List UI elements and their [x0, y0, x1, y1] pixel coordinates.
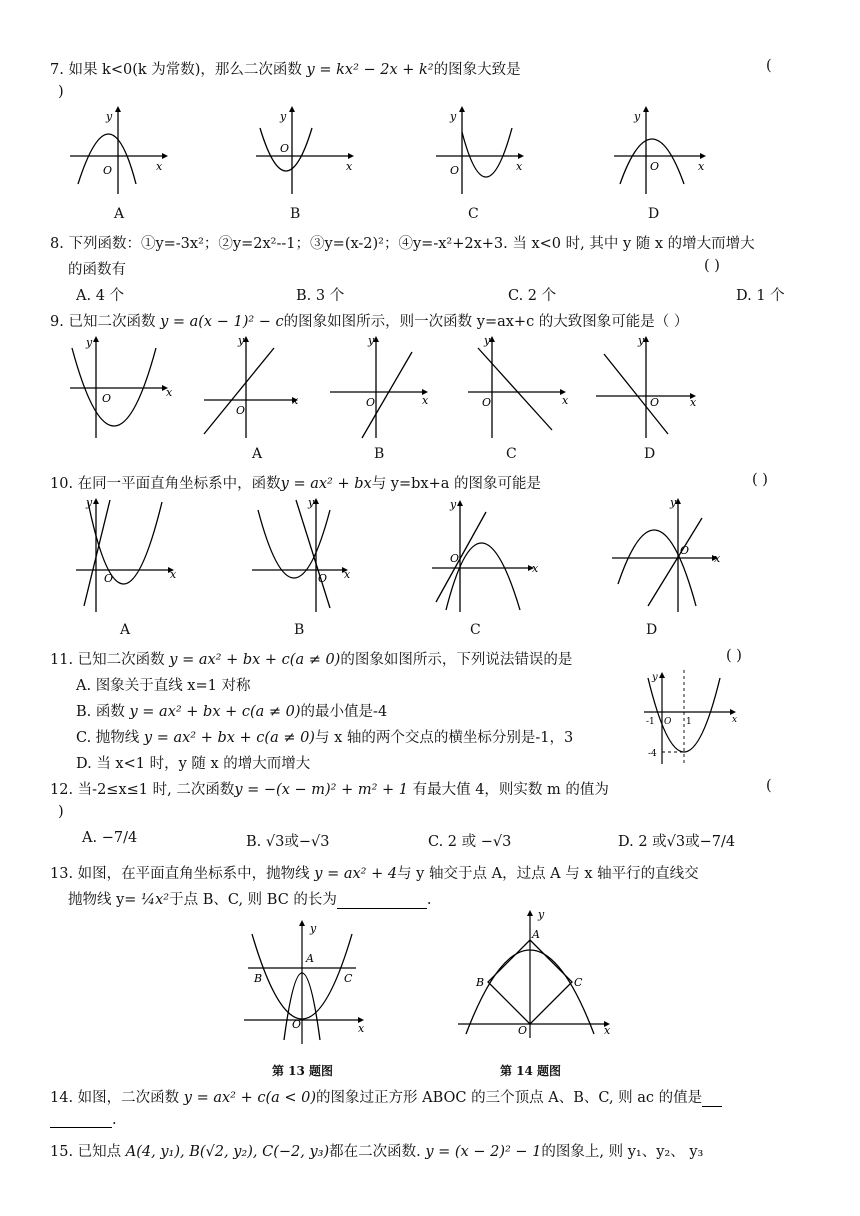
- q10-graph-a: [76, 496, 186, 616]
- q13-figure: [244, 916, 374, 1046]
- svg-text:y: y: [670, 496, 677, 509]
- svg-text:y: y: [368, 334, 375, 347]
- q10-stem: 10. 在同一平面直角坐标系中，函数y = ax² + bx与 y=bx+a 的图象可能是: [50, 476, 542, 492]
- svg-text:1: 1: [686, 717, 692, 727]
- q14-stem: 14. 如图，二次函数 y = ax² + c(a < 0)的图象过正方形 ABOC 的三个顶点 A、B、C, 则 ac 的值是: [50, 1086, 722, 1107]
- svg-text:x: x: [292, 394, 299, 407]
- q9-option-a: A: [252, 446, 263, 462]
- svg-text:B: B: [476, 976, 485, 989]
- q9-expression: y = a(x − 1)² − c: [160, 314, 284, 330]
- svg-text:x: x: [604, 1024, 611, 1037]
- svg-text:O: O: [318, 572, 328, 585]
- q12-option-a: A. −7/4: [82, 830, 138, 846]
- svg-text:y: y: [484, 334, 491, 347]
- q8-option-c: C. 2 个: [508, 288, 557, 304]
- svg-text:O: O: [680, 544, 690, 557]
- svg-text:y: y: [310, 922, 317, 935]
- q12-option-c: C. 2 或 −√3: [428, 834, 512, 850]
- q8-option-b: B. 3 个: [296, 288, 345, 304]
- q14-figure-caption: 第 14 题图: [500, 1064, 562, 1078]
- q12-stem: 12. 当-2≤x≤1 时, 二次函数y = −(x − m)² + m² + 1 有最大值 4，则实数 m 的值为: [50, 782, 609, 798]
- q10-option-c: C: [470, 622, 481, 638]
- svg-text:x: x: [344, 568, 351, 581]
- q9-stem: 9. 已知二次函数 y = a(x − 1)² − c的图象如图所示，则一次函数 y=ax+c 的大致图象可能是（ ）: [50, 314, 689, 330]
- svg-text:x: x: [170, 568, 177, 581]
- svg-text:x: x: [422, 394, 429, 407]
- svg-text:x: x: [156, 160, 163, 173]
- svg-text:x: x: [562, 394, 569, 407]
- svg-text:y: y: [634, 110, 641, 123]
- q7-graph-c: [436, 104, 536, 194]
- svg-text:y: y: [106, 110, 113, 123]
- svg-text:O: O: [518, 1024, 528, 1037]
- svg-text:C: C: [574, 976, 583, 989]
- svg-text:O: O: [103, 164, 113, 177]
- svg-text:O: O: [280, 142, 290, 155]
- q7-option-a: A: [114, 206, 125, 222]
- svg-text:y: y: [280, 110, 287, 123]
- svg-text:x: x: [516, 160, 523, 173]
- svg-text:O: O: [292, 1018, 302, 1031]
- q15-expression: y = (x − 2)² − 1: [425, 1144, 542, 1160]
- q10-answer-paren: ( ): [752, 472, 768, 488]
- q14-figure: [458, 906, 618, 1046]
- svg-text:x: x: [714, 552, 721, 565]
- svg-text:x: x: [732, 715, 738, 725]
- svg-text:x: x: [698, 160, 705, 173]
- svg-text:O: O: [236, 404, 246, 417]
- q10-graph-d: [612, 496, 722, 616]
- svg-text:O: O: [482, 396, 492, 409]
- q9-graph-b: [330, 334, 440, 444]
- q14-expression: y = ax² + c(a < 0): [183, 1090, 317, 1106]
- q14-stem-line2: .: [50, 1112, 117, 1128]
- svg-text:A: A: [532, 928, 540, 941]
- q9-graph-c: [468, 334, 578, 444]
- q9-graph-a: [204, 334, 314, 444]
- q7-expression: y = kx² − 2x + k²: [306, 62, 434, 78]
- svg-text:y: y: [238, 334, 245, 347]
- q7-graph-d: [614, 104, 714, 194]
- q7-graph-a: [70, 104, 170, 194]
- q10-option-a: A: [120, 622, 131, 638]
- svg-text:y: y: [450, 110, 457, 123]
- q7-graph-b: [256, 104, 356, 194]
- q7-option-c: C: [468, 206, 479, 222]
- svg-text:C: C: [344, 972, 353, 985]
- q9-option-c: C: [506, 446, 517, 462]
- q11-option-d: D. 当 x<1 时，y 随 x 的增大而增大: [76, 756, 311, 772]
- q11-answer-paren: ( ): [726, 648, 742, 664]
- q12-answer-paren-close: ): [58, 804, 64, 820]
- svg-text:x: x: [166, 386, 173, 399]
- q8-answer-paren: ( ): [704, 258, 720, 274]
- svg-text:y: y: [652, 672, 658, 683]
- svg-text:x: x: [690, 396, 697, 409]
- q8-option-a: A. 4 个: [76, 288, 125, 304]
- svg-text:y: y: [638, 334, 645, 347]
- q9-option-d: D: [644, 446, 656, 462]
- q10-graph-c: [432, 496, 542, 616]
- q7-answer-paren: (: [766, 58, 772, 74]
- svg-text:O: O: [664, 717, 672, 727]
- q13-stem: 13. 如图，在平面直角坐标系中，抛物线 y = ax² + 4与 y 轴交于点 A，过点 A 与 x 轴平行的直线交: [50, 866, 699, 882]
- q9-graph-d: [596, 334, 706, 444]
- svg-text:x: x: [358, 1022, 365, 1035]
- svg-text:x: x: [532, 562, 539, 575]
- q10-expression: y = ax² + bx: [280, 476, 372, 492]
- q14-answer-blank[interactable]: [50, 1127, 112, 1128]
- q13-figure-caption: 第 13 题图: [272, 1064, 334, 1078]
- q15-stem: 15. 已知点 A(4, y₁), B(√2, y₂), C(−2, y₃)都在二次函数. y = (x − 2)² − 1的图象上, 则 y₁、y₂、 y₃: [50, 1144, 704, 1160]
- svg-text:O: O: [104, 572, 114, 585]
- q7-stem: 7. 如果 k<0(k 为常数)，那么二次函数 y = kx² − 2x + k²的图象大致是: [50, 62, 521, 78]
- q13-stem-line2: 抛物线 y= ¼x²于点 B、C, 则 BC 的长为 .: [68, 892, 432, 908]
- svg-text:y: y: [86, 336, 93, 349]
- q15-points: A(4, y₁), B(√2, y₂), C(−2, y₃): [125, 1144, 330, 1160]
- svg-text:O: O: [450, 164, 460, 177]
- svg-text:y: y: [308, 496, 315, 509]
- q12-option-b: B. √3或−√3: [246, 834, 330, 850]
- svg-text:A: A: [306, 952, 314, 965]
- svg-text:-1: -1: [646, 717, 655, 727]
- q8-stem-line2: 的函数有: [68, 262, 126, 278]
- q8-option-d: D. 1 个: [736, 288, 785, 304]
- q9-given-graph: [70, 334, 180, 444]
- q12-answer-paren: (: [766, 778, 772, 794]
- q12-option-d: D. 2 或√3或−7/4: [618, 834, 736, 850]
- svg-text:-4: -4: [648, 749, 657, 759]
- q11-stem: 11. 已知二次函数 y = ax² + bx + c(a ≠ 0)的图象如图所示，下列说法错误的是: [50, 652, 573, 668]
- q10-option-b: B: [294, 622, 305, 638]
- q13-answer-blank[interactable]: [337, 908, 427, 909]
- svg-text:O: O: [102, 392, 112, 405]
- q9-option-b: B: [374, 446, 385, 462]
- q11-expression: y = ax² + bx + c(a ≠ 0): [169, 652, 341, 668]
- q7-option-b: B: [290, 206, 301, 222]
- svg-text:O: O: [450, 552, 460, 565]
- q11-option-b: B. 函数 y = ax² + bx + c(a ≠ 0)的最小值是-4: [76, 704, 388, 720]
- q7-answer-paren-close: ): [58, 84, 64, 100]
- svg-text:O: O: [650, 396, 660, 409]
- q11-option-c: C. 抛物线 y = ax² + bx + c(a ≠ 0)与 x 轴的两个交点的横坐标分别是-1，3: [76, 730, 574, 746]
- q12-expression: y = −(x − m)² + m² + 1: [234, 782, 408, 798]
- svg-text:O: O: [650, 160, 660, 173]
- q8-stem: 8. 下列函数：①y=-3x²；②y=2x²--1；③y=(x-2)²；④y=-x²+2x+3. 当 x<0 时, 其中 y 随 x 的增大而增大: [50, 236, 755, 252]
- q10-option-d: D: [646, 622, 658, 638]
- svg-text:y: y: [450, 498, 457, 511]
- q14-answer-blank-part1[interactable]: [702, 1106, 722, 1107]
- q10-graph-b: [252, 496, 362, 616]
- svg-text:y: y: [538, 908, 545, 921]
- q7-option-d: D: [648, 206, 660, 222]
- svg-text:B: B: [254, 972, 263, 985]
- q11-graph: [644, 670, 744, 766]
- svg-text:x: x: [346, 160, 353, 173]
- q13-expression: y = ax² + 4: [314, 866, 398, 882]
- svg-text:y: y: [86, 496, 93, 509]
- svg-text:O: O: [366, 396, 376, 409]
- q11-option-a: A. 图象关于直线 x=1 对称: [76, 678, 251, 694]
